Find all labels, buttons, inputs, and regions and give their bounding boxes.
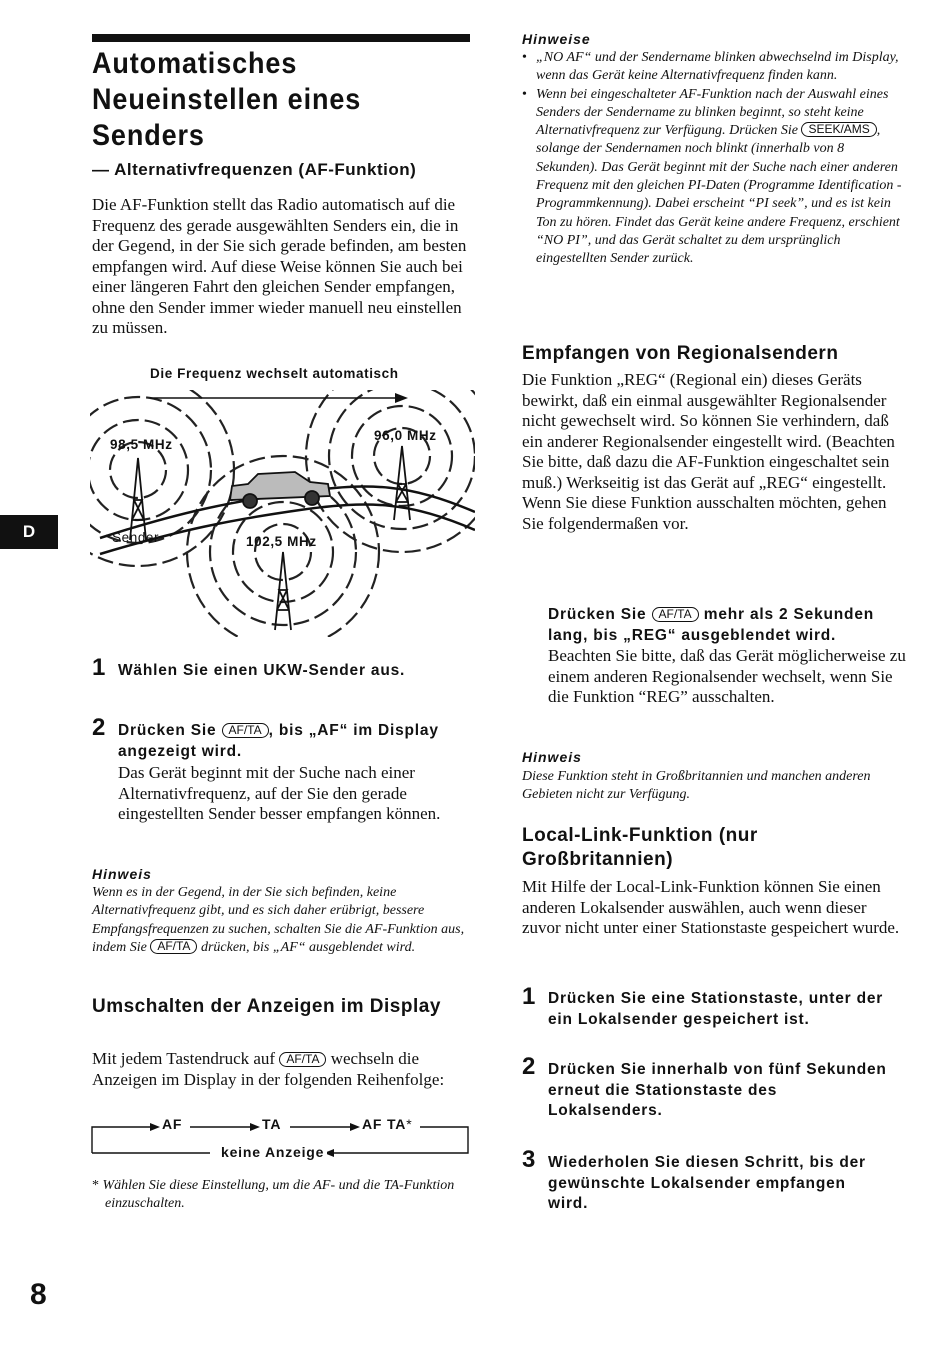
section-body: Die Funktion „REG“ (Regional ein) dieses Geräts bewirkt, daß ein einmal ausgewählter Regionalsender nicht gewechselt wird. So können Sie verhindern, daß ein anderer Regionalsender eingestellt wird. (Beachten Sie bitte, daß dazu die AF-Funktion eingeschaltet sein muß.) Werkseitig ist das Gerät auf „REG“ eingestellt. Wenn Sie diese Funktion ausschalten möchten, gehen Sie folgendermaßen vor.	[522, 370, 895, 533]
af-ta-key: AF/TA	[279, 1052, 326, 1067]
note-item: • Wenn bei eingeschalteter AF-Funktion nach der Auswahl eines Senders der Sendername zu blinken beginnt, so steht keine Alternativfrequenz zur Verfügung. Drücken Sie SEEK/AMS , solange der Sendernamen noch blinkt (innerhalb von 8 Sekunden). Das Gerät beginnt mit der Suche nach einer anderen Frequenz mit den gleichen PI-Daten (Programme Identification - Programmkennung). Dabei erscheint “PI seek”, und es ist kein Ton zu hören. Findet das Gerät keine andere Frequenz, erschient “NO PI”, und das Gerät schaltet zu dem ursprünglich eingestellten Sender zurück.	[522, 86, 907, 269]
seq-af: AF	[162, 1116, 183, 1132]
notes-label: Hinweise	[522, 31, 591, 47]
step-heading: Wählen Sie einen UKW-Sender aus.	[118, 662, 406, 679]
step-number: 1	[92, 654, 106, 681]
af-ta-key: AF/TA	[222, 723, 269, 738]
sender-label: Sender	[112, 530, 160, 545]
af-ta-key: AF/TA	[652, 607, 699, 622]
section-heading: Empfangen von Regionalsendern	[522, 343, 839, 364]
display-sequence	[90, 1113, 475, 1163]
diagram-caption: Die Frequenz wechselt automatisch	[150, 366, 399, 381]
note-label: Hinweis	[92, 866, 152, 882]
section-body: Mit jedem Tastendruck auf AF/TA wechseln die Anzeigen im Display in der folgenden Reihenfolge:	[92, 1049, 445, 1089]
af-ta-key: AF/TA	[150, 939, 197, 954]
step-number: 2	[92, 714, 106, 741]
footnote: * Wählen Sie diese Einstellung, um die AF- und die TA-Funktion einzuschalten.	[92, 1178, 455, 1212]
section-heading: Local-Link-Funktion (nur Großbritannien)	[522, 825, 758, 870]
page-number: 8	[30, 1278, 47, 1311]
freq-label-left: 98,5 MHz	[110, 437, 173, 452]
step-heading: Drücken Sie eine Stationstaste, unter der ein Lokalsender gespeichert ist.	[548, 990, 884, 1028]
note-item: • „NO AF“ und der Sendername blinken abwechselnd im Display, wenn das Gerät keine Alternativfrequenz finden kann.	[522, 49, 907, 86]
seq-af-ta: AF TA*	[362, 1116, 413, 1132]
step-heading: Drücken Sie AF/TA mehr als 2 Sekunden lang, bis „REG“ ausgeblendet wird.	[548, 606, 875, 644]
language-tab: D	[0, 515, 58, 549]
step-number: 1	[522, 983, 536, 1010]
note-label: Hinweis	[522, 749, 582, 765]
step-number: 3	[522, 1146, 536, 1173]
section-body: Mit Hilfe der Local-Link-Funktion können Sie einen anderen Lokalsender auswählen, auch wenn dieser zuvor nicht unter einer Stationstaste gespeichert wurde.	[522, 877, 900, 937]
intro-paragraph: Die AF-Funktion stellt das Radio automatisch auf die Frequenz des gerade ausgewählten Senders ein, die in der Gegend, in der Sie sich gerade befinden, am besten empfangen wird. Auf diese Weise können Sie auch bei einer längeren Fahrt den gleichen Sender empfangen, ohne den Sender immer wieder manuell neu einstellen zu müssen.	[92, 195, 467, 337]
page-subtitle: — Alternativfrequenzen (AF-Funktion)	[92, 160, 417, 179]
step-number: 2	[522, 1053, 536, 1080]
af-diagram-illustration	[90, 362, 475, 637]
title-rule	[92, 34, 470, 42]
step-heading: Wiederholen Sie diesen Schritt, bis der gewünschte Lokalsender empfangen wird.	[548, 1154, 866, 1212]
page-title: Automatisches Neueinstellen eines Senders	[92, 47, 362, 152]
notes-list	[522, 49, 907, 269]
step-heading: Drücken Sie innerhalb von fünf Sekunden erneut die Stationstaste des Lokalsenders.	[548, 1061, 887, 1119]
step-heading: Drücken Sie AF/TA , bis „AF“ im Display angezeigt wird.	[118, 722, 439, 760]
freq-label-bottom: 102,5 MHz	[246, 534, 317, 549]
seq-ta: TA	[262, 1116, 282, 1132]
step-description: Das Gerät beginnt mit der Suche nach einer Alternativfrequenz, auf der Sie den gerade eingestellten Sender besser empfangen können.	[118, 763, 441, 823]
note-text: Wenn es in der Gegend, in der Sie sich befinden, keine Alternativfrequenz gibt, und es sich daher erübrigt, bessere Empfangsfrequenzen zu suchen, schalten Sie die AF-Funktion aus, indem Sie AF/TA drücken, bis „AF“ ausgeblendet wird.	[92, 885, 465, 955]
seq-keine-anzeige: keine Anzeige	[218, 1144, 327, 1160]
note-text: Diese Funktion steht in Großbritannien und manchen anderen Gebieten nicht zur Verfügung.	[522, 769, 871, 803]
freq-label-right: 96,0 MHz	[374, 428, 437, 443]
seek-ams-key: SEEK/AMS	[801, 122, 876, 137]
step-description: Beachten Sie bitte, daß das Gerät möglicherweise zu einem anderen Regionalsender wechselt, wenn Sie die Funktion “REG” ausschalten.	[548, 646, 906, 706]
af-diagram	[90, 362, 475, 637]
section-heading: Umschalten der Anzeigen im Display	[92, 996, 441, 1017]
